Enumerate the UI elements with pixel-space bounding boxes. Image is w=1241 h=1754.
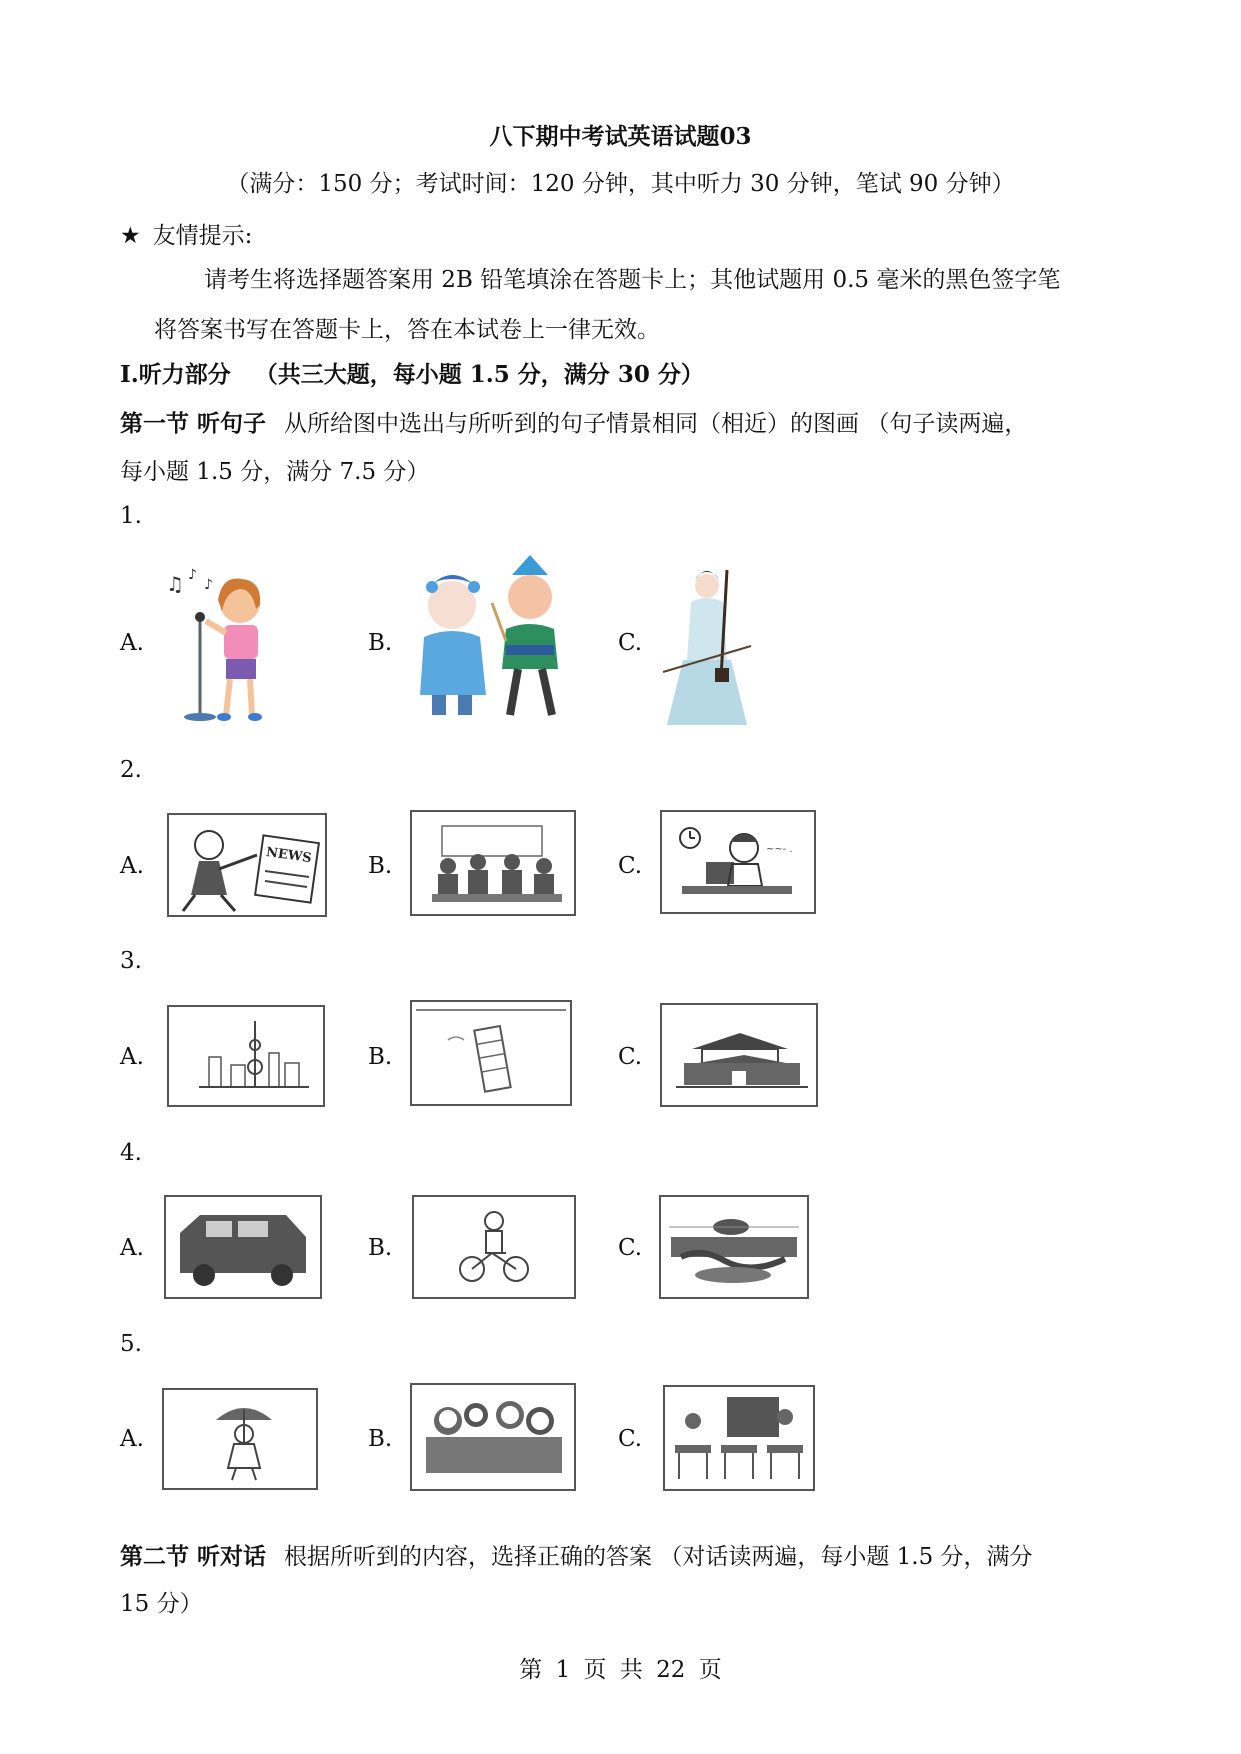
option-label: C. [618, 1426, 643, 1452]
option-label: B. [368, 853, 393, 879]
section2-heading [120, 1538, 1033, 1571]
page-title: 八下期中考试英语试题03 [489, 123, 752, 150]
question-number: 5. [120, 1331, 142, 1357]
tiananmen-picture [660, 1003, 818, 1107]
question-number: 4. [120, 1140, 142, 1166]
option-label: A. [120, 1044, 144, 1070]
man-reading-news-picture [167, 813, 327, 917]
option-label: C. [618, 630, 643, 656]
leaning-tower-picture [410, 1000, 572, 1106]
notice-line-1: 请考生将选择题答案用 2B 铅笔填涂在答题卡上；其他试题用 0.5 毫米的黑色签字笔 [204, 267, 1061, 293]
section1-instruction-cont: 每小题 1.5 分，满分 7.5 分） [120, 459, 430, 485]
section2-instruction: 根据所听到的内容，选择正确的答案 （对话读两遍，每小题 1.5 分，满分 [284, 1544, 1033, 1570]
section1-instruction: 从所给图中选出与所听到的句子情景相同（相近）的图画 （句子读两遍， [284, 411, 1028, 437]
motorbike-picture [659, 1195, 809, 1299]
option-label: B. [368, 630, 393, 656]
children-group-picture [410, 1383, 576, 1491]
girl-at-desk-picture [660, 810, 816, 914]
van-picture [164, 1195, 322, 1299]
meeting-picture [410, 810, 576, 916]
girl-singing-picture [160, 565, 275, 725]
section2-instruction-cont: 15 分） [120, 1591, 203, 1617]
part-title: I.听力部分 [120, 361, 231, 388]
classroom-picture [663, 1385, 815, 1491]
option-label: A. [120, 1235, 144, 1261]
exam-info: （满分：150 分；考试时间：120 分钟，其中听力 30 分钟，笔试 90 分钟） [226, 171, 1015, 197]
svg-text:♪: ♪ [204, 577, 213, 593]
option-label: A. [120, 630, 144, 656]
girl-umbrella-picture [162, 1388, 318, 1490]
section2-label: 第二节 听对话 [120, 1543, 267, 1570]
tips-heading [120, 217, 252, 250]
option-label: B. [368, 1044, 393, 1070]
city-skyline-picture [167, 1005, 325, 1107]
peking-opera-picture [402, 545, 577, 735]
news-label: NEWS [265, 845, 313, 867]
option-label: C. [618, 1044, 643, 1070]
option-label: A. [120, 1426, 144, 1452]
boy-bike-picture [412, 1195, 576, 1299]
svg-text:♪: ♪ [188, 567, 197, 583]
option-label: B. [368, 1235, 393, 1261]
svg-text:~~- .: ~~- . [766, 844, 793, 855]
option-label: C. [618, 1235, 643, 1261]
notice-line-2: 将答案书写在答题卡上，答在本试卷上一律无效。 [154, 317, 660, 343]
option-label: A. [120, 853, 144, 879]
question-number: 3. [120, 948, 142, 974]
star-icon: ★ [120, 223, 141, 249]
tips-label: 友情提示: [152, 223, 253, 249]
option-label: B. [368, 1426, 393, 1452]
part-points: （共三大题，每小题 1.5 分，满分 30 分） [254, 361, 704, 388]
section1-heading [120, 405, 1027, 438]
page-footer: 第 1 页 共 22 页 [519, 1657, 722, 1683]
part-heading [120, 356, 704, 389]
question-number: 2. [120, 757, 142, 783]
erhu-player-picture [655, 560, 755, 735]
svg-text:♫: ♫ [166, 572, 184, 596]
option-label: C. [618, 853, 643, 879]
question-number: 1. [120, 503, 142, 529]
section1-label: 第一节 听句子 [120, 410, 267, 437]
